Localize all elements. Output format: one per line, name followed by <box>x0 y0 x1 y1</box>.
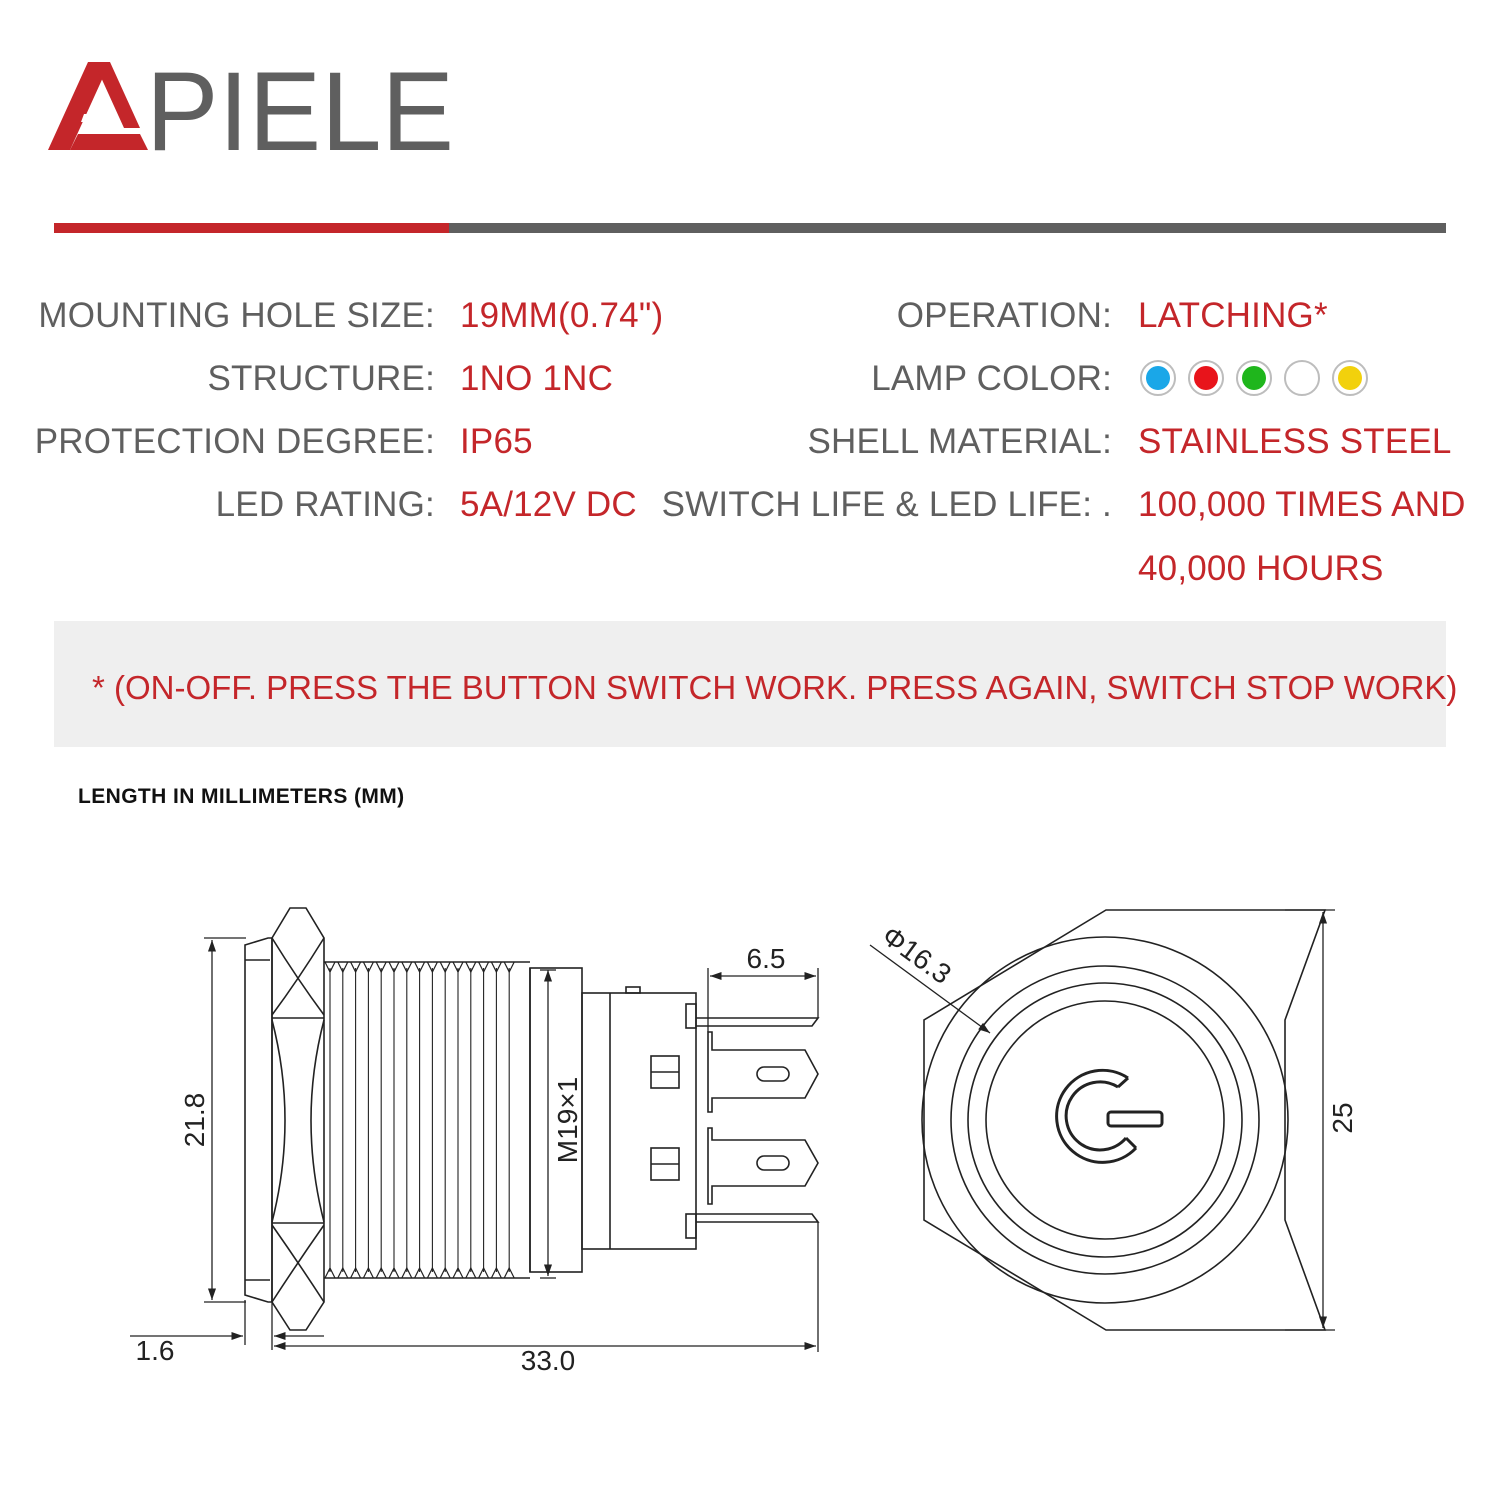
lamp-swatch-red <box>1188 360 1224 396</box>
spec-value-operation: LATCHING* <box>1138 296 1328 335</box>
spec-label-lamp-color: LAMP COLOR: <box>871 359 1112 398</box>
lamp-dot-red <box>1194 366 1218 390</box>
dim-length-label: 33.0 <box>520 1345 576 1376</box>
dim-terminal-label: 6.5 <box>746 943 786 974</box>
side-view-thread <box>324 962 530 1278</box>
lamp-dot-green <box>1242 366 1266 390</box>
brand-logo-text: PIELE <box>146 58 454 158</box>
spec-value-life-line1: 100,000 TIMES AND <box>1138 485 1466 524</box>
spec-label-shell: SHELL MATERIAL: <box>807 422 1112 461</box>
side-view-terminals <box>696 1018 818 1222</box>
dim-thread-label: M19×1 <box>552 1076 583 1164</box>
dim-diameter-label: Φ16.3 <box>876 919 957 991</box>
spec-value-life-line2: 40,000 HOURS <box>1138 549 1384 588</box>
thread-ridges <box>325 962 514 1278</box>
side-view-nut <box>272 908 324 1330</box>
spec-value-mounting: 19MM(0.74") <box>460 296 664 335</box>
lamp-swatch-green <box>1236 360 1272 396</box>
lamp-dot-yellow <box>1338 366 1362 390</box>
spec-value-shell: STAINLESS STEEL <box>1138 422 1452 461</box>
spec-label-mounting: MOUNTING HOLE SIZE: <box>38 296 435 335</box>
spec-label-life: SWITCH LIFE & LED LIFE: . <box>661 485 1112 524</box>
spec-label-led-rating: LED RATING: <box>215 485 435 524</box>
spec-value-protection: IP65 <box>460 422 533 461</box>
lamp-dot-white <box>1290 366 1314 390</box>
lamp-dot-blue <box>1146 366 1170 390</box>
lamp-swatch-blue <box>1140 360 1176 396</box>
side-view-flange <box>245 938 272 1302</box>
spec-value-led-rating: 5A/12V DC <box>460 485 637 524</box>
spec-label-structure: STRUCTURE: <box>207 359 435 398</box>
units-heading: LENGTH IN MILLIMETERS (MM) <box>78 785 405 808</box>
spec-label-protection: PROTECTION DEGREE: <box>34 422 435 461</box>
spec-label-operation: OPERATION: <box>896 296 1112 335</box>
divider-grey <box>449 223 1446 233</box>
latching-note: * (ON-OFF. PRESS THE BUTTON SWITCH WORK. PRESS AGAIN, SWITCH STOP WORK) <box>92 669 1458 706</box>
power-icon <box>1057 1070 1162 1162</box>
divider-red <box>54 223 449 233</box>
header-divider <box>54 223 1446 233</box>
lamp-swatch-white <box>1284 360 1320 396</box>
dim-height-label: 21.8 <box>179 1092 210 1148</box>
lamp-swatch-yellow <box>1332 360 1368 396</box>
front-view <box>922 910 1325 1330</box>
spec-value-structure: 1NO 1NC <box>460 359 614 398</box>
brand-logo <box>48 58 468 158</box>
dimension-drawing <box>0 880 1500 1400</box>
dim-flange-label: 1.6 <box>135 1335 175 1366</box>
lamp-color-swatches <box>1140 360 1368 402</box>
dim-hex-label: 25 <box>1327 1102 1358 1134</box>
